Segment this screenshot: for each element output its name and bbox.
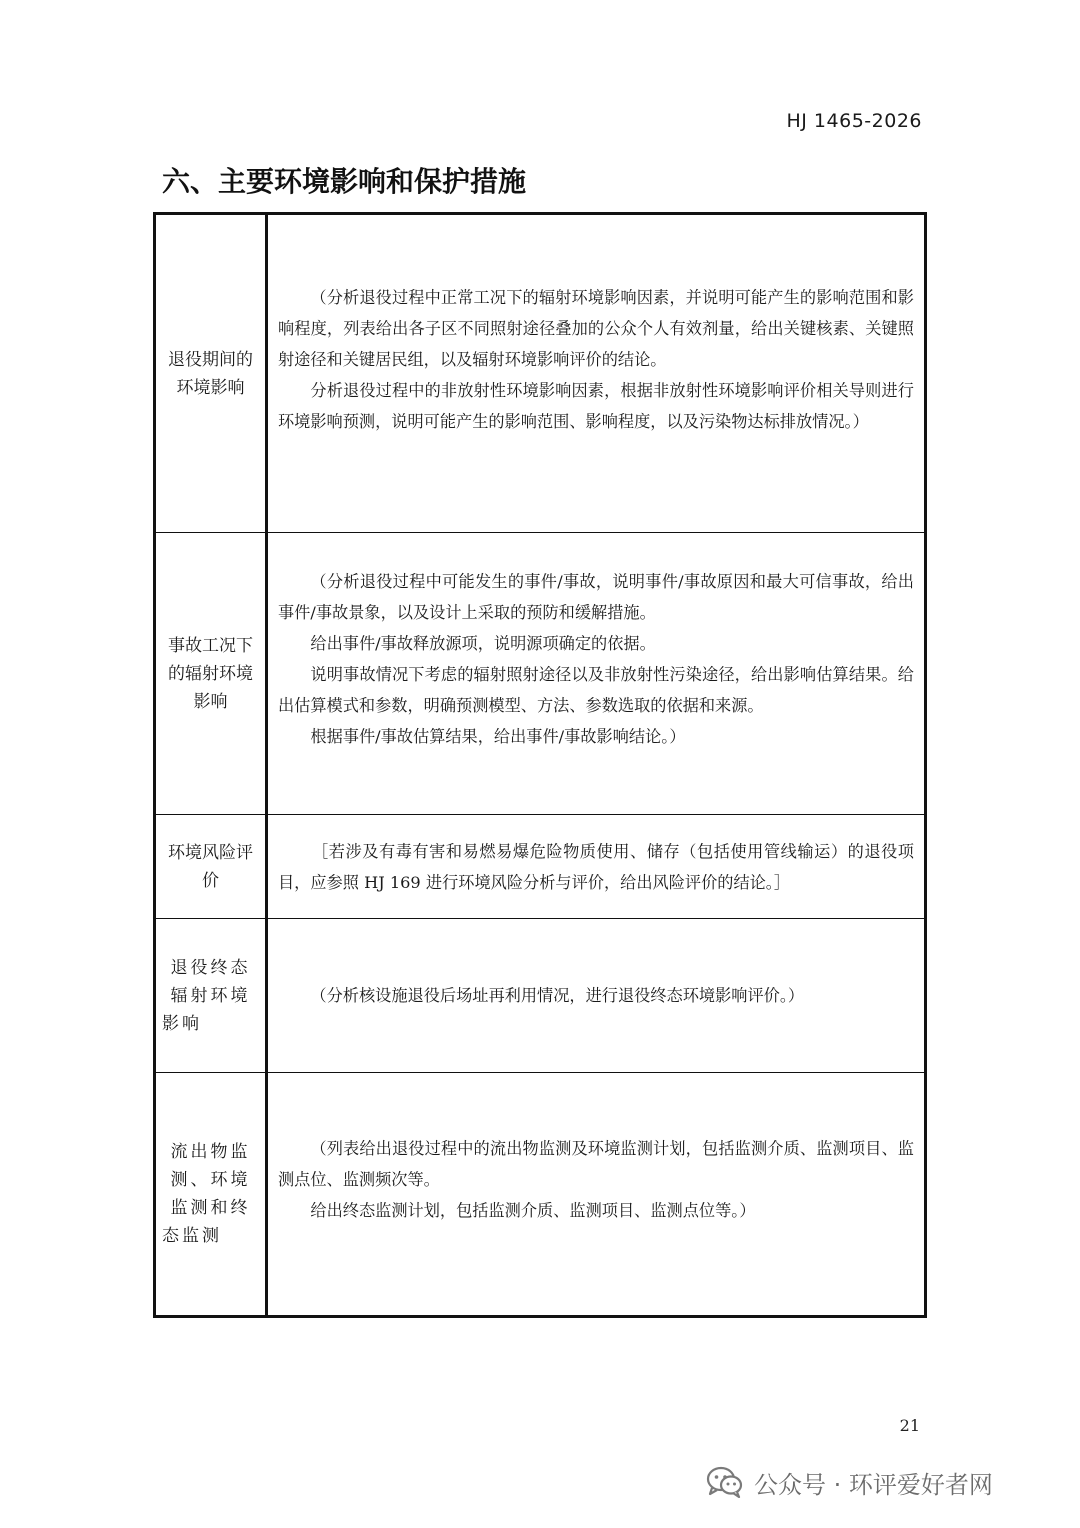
standard-code: HJ 1465-2026: [786, 110, 922, 132]
table-row: [155, 533, 926, 815]
paragraph: 根据事件/事故估算结果，给出事件/事故影响结论。）: [310, 726, 686, 746]
row-content: [267, 533, 926, 815]
paragraph: （列表给出退役过程中的流出物监测及环境监测计划，包括监测介质、监测项目、监测点位、监测频次等。: [278, 1138, 914, 1189]
row-label: 退役期间的环境影响: [155, 214, 267, 533]
watermark: [706, 1462, 993, 1502]
paragraph: 说明事故情况下考虑的辐射照射途径以及非放射性污染途径，给出影响估算结果。给出估算模式和参数，明确预测模型、方法、参数选取的依据和来源。: [278, 664, 914, 715]
impact-table: [153, 212, 927, 1318]
row-content: [267, 919, 926, 1073]
section-title: 六、主要环境影响和保护措施: [162, 165, 527, 198]
paragraph: （分析退役过程中正常工况下的辐射环境影响因素，并说明可能产生的影响范围和影响程度，列表给出各子区不同照射途径叠加的公众个人有效剂量，给出关键核素、关键照射途径和关键居民组，以及辐射环境影响评价的结论。: [278, 288, 914, 369]
paragraph: 分析退役过程中的非放射性环境影响因素，根据非放射性环境影响评价相关导则进行环境影响预测，说明可能产生的影响范围、影响程度，以及污染物达标排放情况。）: [278, 381, 914, 431]
row-content: [267, 214, 926, 533]
table-row: [155, 919, 926, 1073]
row-content: [267, 815, 926, 919]
paragraph: 给出终态监测计划，包括监测介质、监测项目、监测点位等。）: [310, 1200, 756, 1220]
table-row: [155, 1073, 926, 1317]
wechat-icon: [706, 1466, 744, 1498]
row-label: 流出物监测、环境监测和终态监测: [155, 1073, 267, 1317]
page-number: 21: [899, 1416, 920, 1435]
table-row: [155, 214, 926, 533]
watermark-text: 公众号 · 环评爱好者网: [754, 1470, 993, 1499]
row-label: 退役终态辐射环境影响: [155, 919, 267, 1073]
paragraph: （分析核设施退役后场址再利用情况，进行退役终态环境影响评价。）: [310, 986, 805, 1005]
row-label: 环境风险评价: [155, 815, 267, 919]
paragraph: ［若涉及有毒有害和易燃易爆危险物质使用、储存（包括使用管线输运）的退役项目，应参照 HJ 169 进行环境风险分析与评价，给出风险评价的结论。］: [278, 841, 914, 892]
row-label: 事故工况下的辐射环境影响: [155, 533, 267, 815]
paragraph: （分析退役过程中可能发生的事件/事故，说明事件/事故原因和最大可信事故，给出事件/事故景象，以及设计上采取的预防和缓解措施。: [278, 571, 914, 622]
row-content: [267, 1073, 926, 1317]
table-row: [155, 815, 926, 919]
paragraph: 给出事件/事故释放源项，说明源项确定的依据。: [310, 633, 656, 653]
